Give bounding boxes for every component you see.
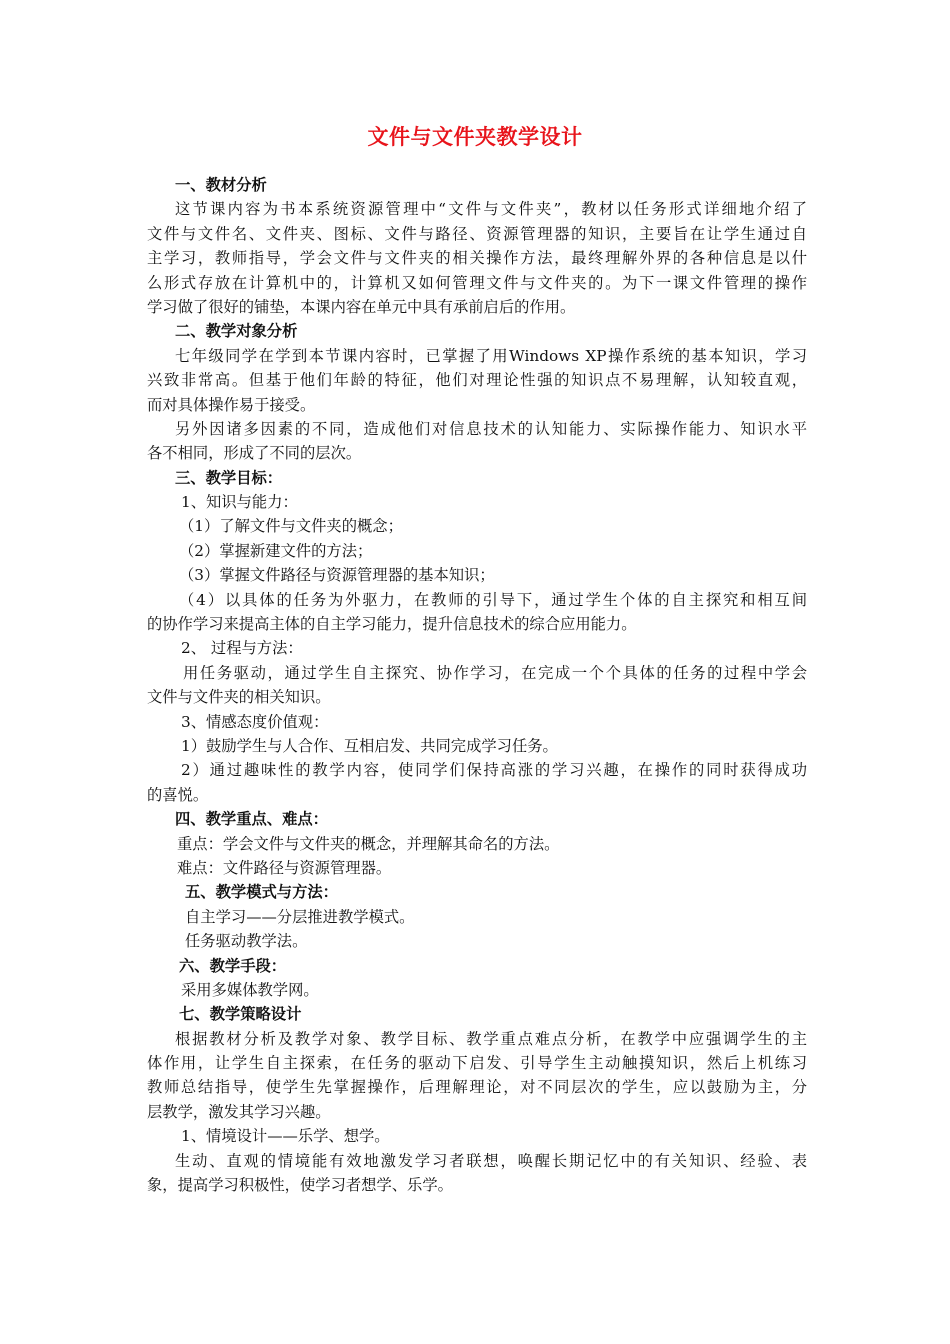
paragraph-line: 这节课内容为书本系统资源管理中“文件与文件夹”，教材以任务形式详细地介绍了 <box>175 200 807 219</box>
section-heading: 五、教学模式与方法： <box>185 883 338 902</box>
document-body <box>147 173 807 1197</box>
paragraph-line: 3、情感态度价值观： <box>181 712 329 731</box>
paragraph-line: （1）了解文件与文件夹的概念； <box>179 517 403 536</box>
paragraph-line: 而对具体操作易于接受。 <box>147 395 316 414</box>
section-heading: 二、教学对象分析 <box>175 322 298 341</box>
paragraph-line: 学习做了很好的铺垫，本课内容在单元中具有承前启后的作用。 <box>147 297 576 316</box>
paragraph-line: 七年级同学在学到本节课内容时，已掌握了用Windows XP操作系统的基本知识，学习 <box>175 346 807 365</box>
paragraph-line: 采用多媒体教学网。 <box>181 980 319 999</box>
paragraph-line: 另外因诸多因素的不同，造成他们对信息技术的认知能力、实际操作能力、知识水平 <box>175 419 807 438</box>
section-heading: 六、教学手段： <box>179 956 287 975</box>
paragraph-line: 1、知识与能力： <box>181 493 298 512</box>
paragraph-line: 文件与文件夹的相关知识。 <box>147 688 331 707</box>
paragraph-line: （4）以具体的任务为外驱力，在教师的引导下，通过学生个体的自主探究和相互间 <box>179 590 807 609</box>
paragraph-line: 2）通过趣味性的教学内容，使同学们保持高涨的学习兴趣，在操作的同时获得成功 <box>181 761 807 780</box>
section-heading: 三、教学目标： <box>175 468 283 487</box>
section-heading: 七、教学策略设计 <box>179 1005 302 1024</box>
paragraph-line: （3）掌握文件路径与资源管理器的基本知识； <box>179 566 495 585</box>
paragraph-line: 么形式存放在计算机中的，计算机又如何管理文件与文件夹的。为下一课文件管理的操作 <box>147 273 807 292</box>
section-heading: 一、教材分析 <box>175 176 267 194</box>
paragraph-line: 自主学习——分层推进教学模式。 <box>185 907 415 926</box>
paragraph-line: 文件与文件名、文件夹、图标、文件与路径、资源管理器的知识，主要旨在让学生通过自 <box>147 224 807 243</box>
paragraph-line: 用任务驱动，通过学生自主探究、协作学习，在完成一个个具体的任务的过程中学会 <box>183 663 807 682</box>
paragraph-line: 1、情境设计——乐学、想学。 <box>181 1127 390 1146</box>
paragraph-line: 的协作学习来提高主体的自主学习能力，提升信息技术的综合应用能力。 <box>147 615 637 634</box>
paragraph-line: 教师总结指导，使学生先掌握操作，后理解理论，对不同层次的学生，应以鼓励为主，分 <box>147 1078 807 1097</box>
paragraph-line: （2）掌握新建文件的方法； <box>179 541 373 560</box>
paragraph-line: 难点：文件路径与资源管理器。 <box>177 858 392 877</box>
paragraph-line: 各不相同，形成了不同的层次。 <box>147 444 362 463</box>
paragraph-line: 的喜悦。 <box>147 785 209 804</box>
paragraph-line: 体作用，让学生自主探索，在任务的驱动下启发、引导学生主动触摸知识，然后上机练习 <box>147 1054 807 1073</box>
document-title: 文件与文件夹教学设计 <box>367 124 583 149</box>
paragraph-line: 根据教材分析及教学对象、教学目标、教学重点难点分析，在教学中应强调学生的主 <box>175 1029 807 1048</box>
paragraph-line: 重点：学会文件与文件夹的概念，并理解其命名的方法。 <box>177 834 560 853</box>
paragraph-line: 2、 过程与方法： <box>181 639 303 658</box>
paragraph-line: 1）鼓励学生与人合作、互相启发、共同完成学习任务。 <box>181 736 558 755</box>
paragraph-line: 主学习，教师指导，学会文件与文件夹的相关操作方法，最终理解外界的各种信息是以什 <box>147 249 807 268</box>
paragraph-line: 生动、直观的情境能有效地激发学习者联想，唤醒长期记忆中的有关知识、经验、表 <box>175 1151 807 1170</box>
paragraph-line: 象，提高学习积极性，使学习者想学、乐学。 <box>147 1176 453 1195</box>
section-heading: 四、教学重点、难点： <box>175 810 328 829</box>
paragraph-line: 任务驱动教学法。 <box>185 932 308 951</box>
paragraph-line: 兴致非常高。但基于他们年龄的特征，他们对理论性强的知识点不易理解，认知较直观， <box>147 371 807 390</box>
paragraph-line: 层教学，激发其学习兴趣。 <box>147 1102 331 1121</box>
